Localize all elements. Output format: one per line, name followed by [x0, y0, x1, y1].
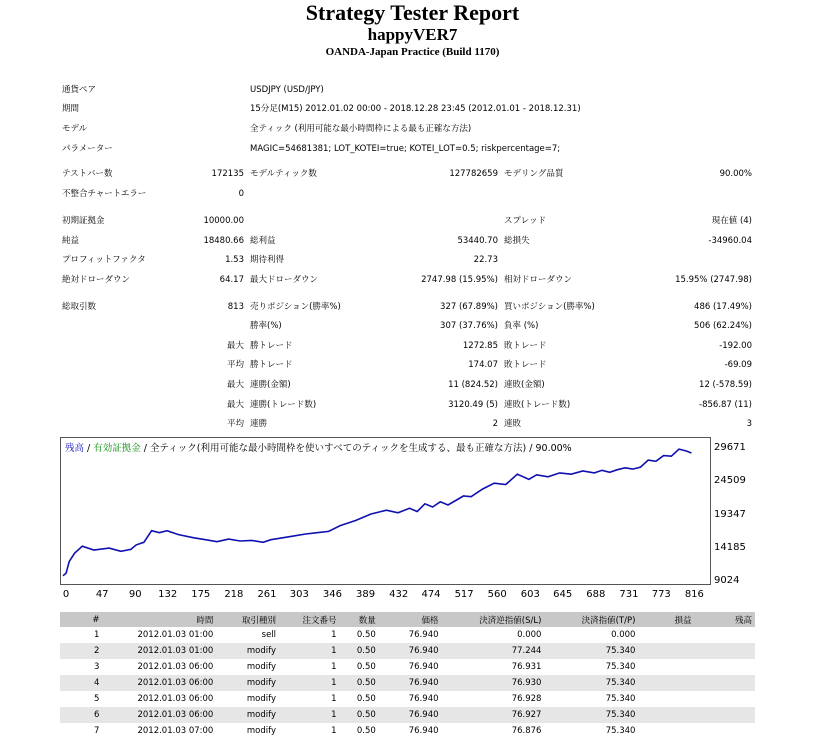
- stat-value: 64.17: [219, 275, 244, 285]
- table-cell: 75.340: [544, 643, 638, 659]
- table-cell: 76.940: [379, 675, 442, 691]
- table-cell: 2012.01.03 07:00: [137, 726, 214, 736]
- table-cell: [638, 659, 694, 675]
- stat-label: 最大: [226, 341, 244, 351]
- stat-value: 2: [492, 419, 498, 429]
- legend-separator: /: [84, 443, 94, 454]
- expert-name: happyVER7: [367, 25, 458, 44]
- table-cell: 2012.01.03 06:00: [102, 707, 216, 723]
- stat-value: 172135: [211, 169, 244, 179]
- table-cell: [694, 627, 755, 643]
- stat-label: 総取引数: [62, 302, 97, 312]
- y-tick-label: 14185: [714, 541, 746, 553]
- x-tick-label: 517: [454, 589, 474, 600]
- legend-balance: 残高: [65, 443, 85, 454]
- stat-label: 期待利得: [250, 255, 285, 265]
- x-tick-label: 389: [356, 589, 376, 600]
- table-cell: 76.940: [408, 726, 439, 736]
- y-tick-label: 19347: [714, 508, 746, 520]
- table-cell: 1: [279, 675, 339, 691]
- setting-value: 15分足(M15) 2012.01.02 00:00 - 2018.12.28 23:45 (2012.01.01 - 2018.12.31): [250, 104, 581, 114]
- table-cell: 75.340: [605, 662, 636, 672]
- x-tick-label: 218: [224, 589, 244, 600]
- x-tick-label: 603: [520, 589, 540, 600]
- table-cell: 75.340: [605, 694, 636, 704]
- stat-label: 不整合チャートエラー: [62, 189, 147, 199]
- table-cell: 7: [94, 726, 100, 736]
- stat-label: 相対ドローダウン: [504, 275, 573, 285]
- stat-value: 3120.49 (5): [448, 400, 498, 410]
- table-cell: 1: [331, 630, 337, 640]
- stat-label: 売りポジション(勝率%): [250, 302, 341, 312]
- stat-label: 勝率(%): [250, 321, 282, 331]
- x-tick-label: 346: [322, 589, 342, 600]
- table-cell: [694, 691, 755, 707]
- table-cell: 0.50: [340, 675, 379, 691]
- stat-label: 最大ドローダウン: [250, 275, 319, 285]
- table-cell: modify: [246, 726, 277, 736]
- stat-value: 506 (62.24%): [694, 321, 752, 331]
- x-tick-label: 175: [191, 589, 211, 600]
- stat-label: 敗トレード: [504, 341, 547, 351]
- stat-label: 連勝: [250, 419, 268, 429]
- report-title: Strategy Tester Report: [305, 0, 520, 25]
- table-cell: 75.340: [605, 726, 636, 736]
- table-cell: [638, 675, 694, 691]
- table-cell: 2: [60, 643, 102, 659]
- table-cell: 1: [331, 662, 337, 672]
- stat-label: スプレッド: [504, 216, 547, 226]
- trade-table: [60, 612, 755, 739]
- table-cell: [638, 691, 694, 707]
- stat-label: 初期証拠金: [62, 216, 105, 226]
- stat-value: -69.09: [724, 360, 752, 370]
- table-cell: [638, 643, 694, 659]
- table-cell: 1: [331, 694, 337, 704]
- table-cell: [694, 643, 755, 659]
- legend-description: 全ティック(利用可能な最小時間枠を使いすべてのティックを生成する、最も正確な方法) / 90.00%: [150, 443, 572, 454]
- x-tick-label: 0: [62, 589, 70, 600]
- stat-value: 174.07: [468, 360, 498, 370]
- chart-legend: [65, 440, 572, 454]
- table-cell: 76.940: [379, 707, 442, 723]
- table-cell: modify: [216, 675, 279, 691]
- table-cell: 76.931: [511, 662, 542, 672]
- x-tick-label: 688: [586, 589, 606, 600]
- table-row: [60, 707, 755, 723]
- table-cell: 76.940: [408, 662, 439, 672]
- x-tick-label: 474: [421, 589, 441, 600]
- table-row: [60, 627, 755, 643]
- table-cell: 0.000: [611, 630, 636, 640]
- table-row: [60, 643, 755, 659]
- stat-label: 勝トレード: [250, 341, 293, 351]
- table-cell: 0.50: [356, 694, 376, 704]
- stat-label: モデルティック数: [250, 169, 317, 179]
- x-tick-label: 560: [487, 589, 507, 600]
- table-cell: 1: [279, 707, 339, 723]
- stat-label: 勝トレード: [250, 360, 293, 370]
- stat-label: 純益: [62, 236, 80, 246]
- stat-value: -856.87 (11): [699, 400, 752, 410]
- balance-chart-svg: [61, 438, 710, 584]
- table-cell: 75.340: [544, 675, 638, 691]
- stat-value: 127782659: [449, 169, 498, 179]
- table-row: [60, 675, 755, 691]
- stat-value: 307 (37.76%): [440, 321, 498, 331]
- stat-label: 最大: [226, 380, 244, 390]
- column-header: 決済逆指値(S/L): [442, 612, 545, 627]
- setting-label: モデル: [62, 124, 88, 134]
- column-header: 決済指値(T/P): [544, 612, 638, 627]
- stat-label: 総損失: [504, 236, 530, 246]
- y-tick-label: 9024: [714, 575, 740, 586]
- x-tick-label: 432: [389, 589, 409, 600]
- table-cell: 0.50: [356, 726, 376, 736]
- x-tick-label: 816: [684, 589, 704, 600]
- table-row: [60, 691, 755, 707]
- column-header: 価格: [379, 612, 442, 627]
- table-row: [60, 723, 755, 739]
- table-cell: 2012.01.03 06:00: [137, 662, 214, 672]
- server-name: OANDA-Japan Practice (Build 1170): [325, 46, 500, 58]
- table-cell: 5: [94, 694, 100, 704]
- x-tick-label: 261: [257, 589, 277, 600]
- table-cell: [694, 659, 755, 675]
- table-cell: [694, 723, 755, 739]
- x-tick-label: 645: [553, 589, 573, 600]
- setting-value: USDJPY (USD/JPY): [250, 85, 324, 95]
- stat-value: 0: [238, 189, 244, 199]
- table-cell: [694, 675, 755, 691]
- setting-label: パラメーター: [62, 144, 113, 154]
- stat-label: 連敗(トレード数): [504, 400, 571, 410]
- x-tick-label: 773: [651, 589, 671, 600]
- column-header: 取引種別: [216, 612, 279, 627]
- table-cell: 76.928: [511, 694, 542, 704]
- legend-separator: /: [140, 443, 151, 454]
- stat-label: 敗トレード: [504, 360, 547, 370]
- table-cell: 76.927: [442, 707, 545, 723]
- setting-label: 期間: [62, 104, 80, 114]
- table-cell: 1: [94, 630, 100, 640]
- table-cell: 3: [94, 662, 100, 672]
- table-cell: 0.000: [517, 630, 542, 640]
- stat-value: 10000.00: [203, 216, 244, 226]
- column-header: 損益: [638, 612, 694, 627]
- stat-value: 813: [227, 302, 244, 312]
- stat-value: 3: [746, 419, 752, 429]
- table-cell: [638, 723, 694, 739]
- y-tick-label: 24509: [714, 475, 746, 487]
- table-cell: 76.940: [408, 694, 439, 704]
- column-header: 数量: [340, 612, 379, 627]
- stat-value: 53440.70: [457, 236, 498, 246]
- stat-value: 1.53: [225, 255, 244, 265]
- stat-label: テストバー数: [62, 169, 113, 179]
- stat-value: 486 (17.49%): [694, 302, 752, 312]
- table-cell: 0.50: [340, 643, 379, 659]
- table-cell: 6: [60, 707, 102, 723]
- stat-value: 2747.98 (15.95%): [421, 275, 498, 285]
- table-cell: 1: [279, 643, 339, 659]
- stat-label: プロフィットファクタ: [62, 255, 146, 265]
- y-tick-label: 29671: [714, 442, 746, 454]
- stat-value: 90.00%: [719, 169, 752, 179]
- stat-value: 15.95% (2747.98): [675, 275, 752, 285]
- stat-label: 負率 (%): [504, 321, 539, 331]
- table-cell: 0.50: [340, 707, 379, 723]
- table-cell: 2012.01.03 01:00: [137, 630, 214, 640]
- column-header: 残高: [694, 612, 755, 627]
- stat-label: 平均: [226, 360, 244, 370]
- stat-value: -34960.04: [708, 236, 752, 246]
- table-cell: [638, 707, 694, 723]
- table-cell: modify: [246, 662, 277, 672]
- x-tick-label: 303: [289, 589, 309, 600]
- stat-value: 11 (824.52): [448, 380, 498, 390]
- x-tick-label: 132: [158, 589, 178, 600]
- stat-label: 総利益: [250, 236, 276, 246]
- table-cell: 75.340: [544, 707, 638, 723]
- setting-value: 全ティック (利用可能な最小時間枠による最も正確な方法): [250, 124, 472, 134]
- table-cell: 0.50: [356, 662, 376, 672]
- table-cell: modify: [246, 694, 277, 704]
- stat-value: 1272.85: [462, 341, 498, 351]
- table-cell: 76.930: [442, 675, 545, 691]
- setting-value: MAGIC=54681381; LOT_KOTEI=true; KOTEI_LOT=0.5; riskpercentage=7;: [250, 144, 561, 154]
- stat-value: 18480.66: [203, 236, 244, 246]
- table-cell: 2012.01.03 06:00: [102, 675, 216, 691]
- stat-value: 現在値 (4): [711, 216, 752, 226]
- table-cell: 77.244: [442, 643, 545, 659]
- stat-label: 連敗(金額): [504, 380, 545, 390]
- stat-label: 連敗: [504, 419, 522, 429]
- table-cell: modify: [216, 643, 279, 659]
- balance-chart: [60, 437, 711, 585]
- legend-equity: 有効証拠金: [93, 443, 141, 454]
- stat-label: 最大: [226, 400, 244, 410]
- stat-label: 買いポジション(勝率%): [504, 302, 595, 312]
- x-tick-label: 47: [95, 589, 109, 600]
- table-body: [60, 627, 755, 739]
- table-cell: sell: [261, 630, 277, 640]
- table-header: [60, 612, 755, 627]
- table-cell: 76.940: [408, 630, 439, 640]
- balance-line: [63, 449, 691, 576]
- table-cell: 4: [60, 675, 102, 691]
- stat-label: 連勝(トレード数): [250, 400, 317, 410]
- stat-value: -192.00: [719, 341, 752, 351]
- stat-value: 327 (67.89%): [440, 302, 498, 312]
- table-cell: modify: [216, 707, 279, 723]
- stat-value: 12 (-578.59): [699, 380, 752, 390]
- column-header: #: [60, 612, 102, 627]
- setting-label: 通貨ペア: [62, 85, 97, 95]
- table-cell: 76.940: [379, 643, 442, 659]
- table-cell: 0.50: [356, 630, 376, 640]
- stat-label: 連勝(金額): [250, 380, 291, 390]
- x-tick-label: 731: [619, 589, 639, 600]
- stat-value: 22.73: [473, 255, 498, 265]
- table-cell: 2012.01.03 06:00: [137, 694, 214, 704]
- stat-label: 絶対ドローダウン: [62, 275, 131, 285]
- column-header: 注文番号: [279, 612, 339, 627]
- table-cell: 2012.01.03 01:00: [102, 643, 216, 659]
- x-tick-label: 90: [128, 589, 142, 600]
- stat-label: 平均: [226, 419, 244, 429]
- table-cell: 76.876: [511, 726, 542, 736]
- table-cell: [694, 707, 755, 723]
- table-cell: 1: [331, 726, 337, 736]
- table-cell: [638, 627, 694, 643]
- column-header: 時間: [102, 612, 216, 627]
- stat-label: モデリング品質: [504, 169, 564, 179]
- table-row: [60, 659, 755, 675]
